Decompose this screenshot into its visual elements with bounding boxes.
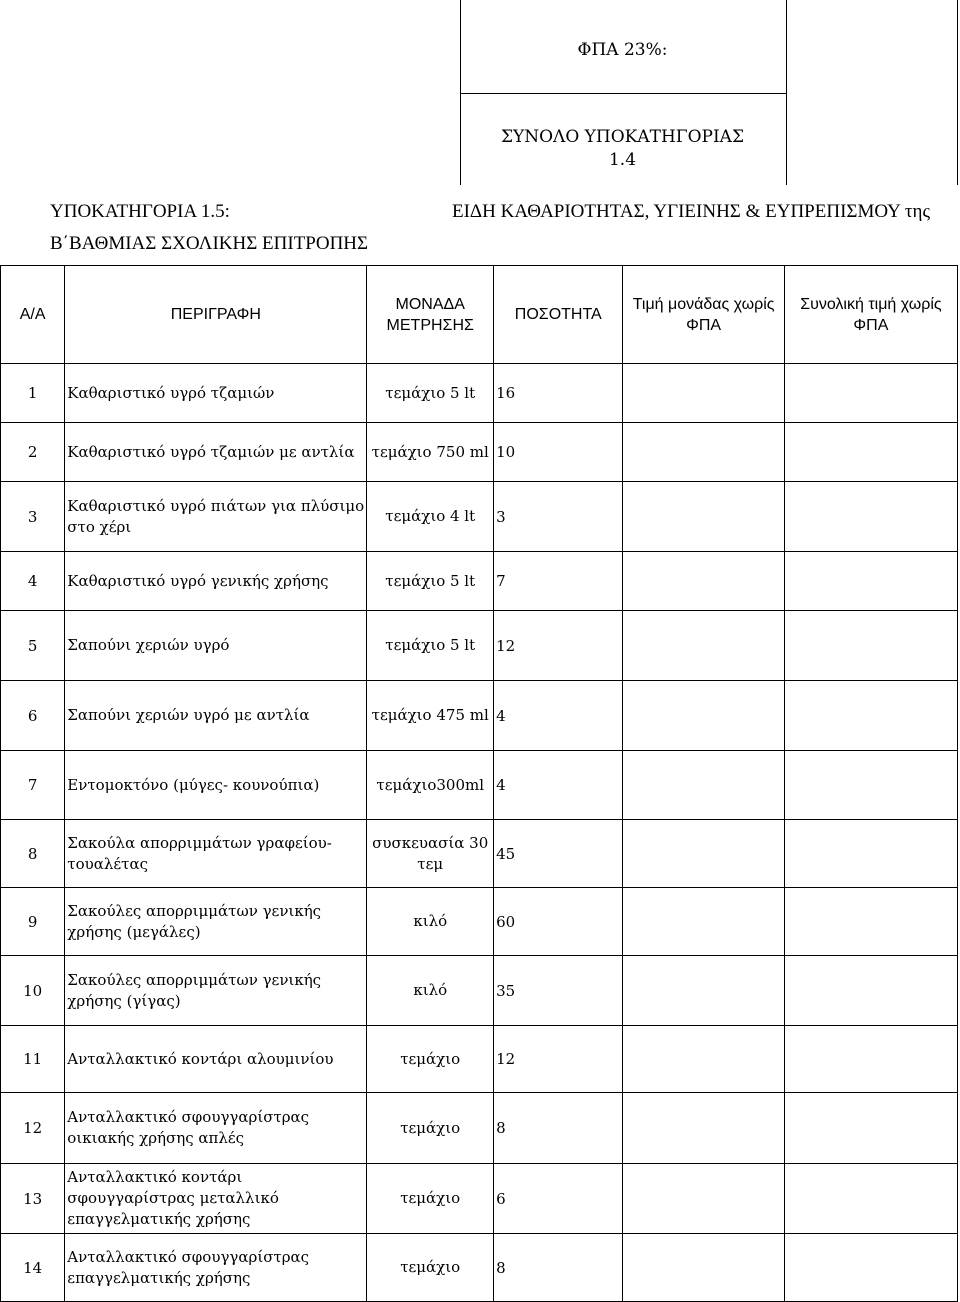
row-total: [784, 1026, 957, 1093]
row-description: Ανταλλακτικό σφουγγαρίστρας επαγγελματικής χρήσης: [65, 1234, 367, 1302]
row-aa: 6: [1, 681, 65, 751]
header-total: Συνολική τιμή χωρίς ΦΠΑ: [784, 266, 957, 364]
row-quantity: 4: [494, 681, 623, 751]
row-aa: 11: [1, 1026, 65, 1093]
row-aa: 9: [1, 888, 65, 956]
row-total: [784, 956, 957, 1026]
table-row: [1, 611, 958, 681]
table-row: [1, 482, 958, 552]
row-unit-price: [623, 364, 784, 423]
row-aa: 8: [1, 820, 65, 888]
row-description: Σαπούνι χεριών υγρό με αντλία: [65, 681, 367, 751]
row-unit: τεμάχιο 5 lt: [367, 552, 494, 611]
row-unit: συσκευασία 30 τεμ: [367, 820, 494, 888]
row-quantity: 3: [494, 482, 623, 552]
table-row: [1, 888, 958, 956]
row-aa: 10: [1, 956, 65, 1026]
row-unit: τεμάχιο 4 lt: [367, 482, 494, 552]
row-total: [784, 888, 957, 956]
row-description: Σακούλες απορριμμάτων γενικής χρήσης (γίγας): [65, 956, 367, 1026]
row-unit-price: [623, 956, 784, 1026]
table-row: [1, 552, 958, 611]
row-quantity: 12: [494, 611, 623, 681]
row-quantity: 8: [494, 1234, 623, 1302]
subcategory-code: ΥΠΟΚΑΤΗΓΟΡΙΑ 1.5:: [50, 201, 230, 222]
row-quantity: 16: [494, 364, 623, 423]
table-row: [1, 423, 958, 482]
row-description: Ανταλλακτικό κοντάρι σφουγγαρίστρας μεταλλικό επαγγελματικής χρήσης: [65, 1164, 367, 1234]
table-row: [1, 1093, 958, 1164]
row-unit-price: [623, 611, 784, 681]
row-total: [784, 820, 957, 888]
row-description: Καθαριστικό υγρό γενικής χρήσης: [65, 552, 367, 611]
summary-value-column: [785, 0, 958, 185]
row-aa: 2: [1, 423, 65, 482]
header-aa: Α/Α: [1, 266, 65, 364]
vat-label: ΦΠΑ 23%:: [577, 40, 668, 60]
row-aa: 7: [1, 751, 65, 820]
header-quantity: ΠΟΣΟΤΗΤΑ: [494, 266, 623, 364]
row-unit-price: [623, 552, 784, 611]
row-quantity: 8: [494, 1093, 623, 1164]
row-unit-price: [623, 1093, 784, 1164]
row-unit-price: [623, 820, 784, 888]
row-unit-price: [623, 482, 784, 552]
row-aa: 3: [1, 482, 65, 552]
row-unit-price: [623, 423, 784, 482]
row-total: [784, 681, 957, 751]
row-quantity: 6: [494, 1164, 623, 1234]
row-unit: τεμάχιο: [367, 1093, 494, 1164]
row-description: Σακούλα απορριμμάτων γραφείου- τουαλέτας: [65, 820, 367, 888]
row-total: [784, 1234, 957, 1302]
header-unit-price: Τιμή μονάδας χωρίς ΦΠΑ: [623, 266, 784, 364]
row-quantity: 10: [494, 423, 623, 482]
subcategory-title: ΕΙΔΗ ΚΑΘΑΡΙΟΤΗΤΑΣ, ΥΓΙΕΙΝΗΣ & ΕΥΠΡΕΠΙΣΜΟΥ της: [451, 201, 930, 222]
row-description: Ανταλλακτικό σφουγγαρίστρας οικιακής χρήσης απλές: [65, 1093, 367, 1164]
row-description: Σακούλες απορριμμάτων γενικής χρήσης (μεγάλες): [65, 888, 367, 956]
table-row: [1, 1234, 958, 1302]
subcategory-title-line2: Β΄ΒΑΘΜΙΑΣ ΣΧΟΛΙΚΗΣ ΕΠΙΤΡΟΠΗΣ: [50, 233, 369, 254]
header-unit: ΜΟΝΑΔΑ ΜΕΤΡΗΣΗΣ: [367, 266, 494, 364]
subcategory-total-line1: ΣΥΝΟΛΟ ΥΠΟΚΑΤΗΓΟΡΙΑΣ: [501, 127, 744, 147]
row-total: [784, 364, 957, 423]
row-aa: 14: [1, 1234, 65, 1302]
row-total: [784, 1093, 957, 1164]
row-unit-price: [623, 1164, 784, 1234]
row-description: Καθαριστικό υγρό πιάτων για πλύσιμο στο χέρι: [65, 482, 367, 552]
row-total: [784, 1164, 957, 1234]
row-aa: 5: [1, 611, 65, 681]
table-row: [1, 820, 958, 888]
subcategory-total-label: [460, 126, 785, 172]
table-row: [1, 956, 958, 1026]
row-unit: τεμάχιο: [367, 1026, 494, 1093]
table-row: [1, 364, 958, 423]
row-unit-price: [623, 751, 784, 820]
row-quantity: 4: [494, 751, 623, 820]
subcategory-heading: [50, 196, 930, 260]
row-unit-price: [623, 888, 784, 956]
row-unit: τεμάχιο: [367, 1234, 494, 1302]
row-description: Σαπούνι χεριών υγρό: [65, 611, 367, 681]
row-total: [784, 611, 957, 681]
table-row: [1, 1026, 958, 1093]
header-description: ΠΕΡΙΓΡΑΦΗ: [65, 266, 367, 364]
row-unit: τεμάχιο 5 lt: [367, 611, 494, 681]
row-quantity: 35: [494, 956, 623, 1026]
table-row: [1, 1164, 958, 1234]
table-row: [1, 751, 958, 820]
row-aa: 4: [1, 552, 65, 611]
row-aa: 13: [1, 1164, 65, 1234]
row-unit: τεμάχιο 475 ml: [367, 681, 494, 751]
row-description: Εντομοκτόνο (μύγες- κουνούπια): [65, 751, 367, 820]
table-header-row: [1, 266, 958, 364]
row-description: Καθαριστικό υγρό τζαμιών: [65, 364, 367, 423]
row-quantity: 12: [494, 1026, 623, 1093]
row-aa: 12: [1, 1093, 65, 1164]
row-unit: τεμάχιο 750 ml: [367, 423, 494, 482]
row-total: [784, 552, 957, 611]
items-table: [0, 265, 958, 1302]
row-unit: τεμάχιο300ml: [367, 751, 494, 820]
row-quantity: 45: [494, 820, 623, 888]
row-unit-price: [623, 1234, 784, 1302]
row-aa: 1: [1, 364, 65, 423]
row-quantity: 60: [494, 888, 623, 956]
row-unit-price: [623, 1026, 784, 1093]
table-row: [1, 681, 958, 751]
row-description: Καθαριστικό υγρό τζαμιών με αντλία: [65, 423, 367, 482]
row-description: Ανταλλακτικό κοντάρι αλουμινίου: [65, 1026, 367, 1093]
row-unit: τεμάχιο 5 lt: [367, 364, 494, 423]
row-unit: κιλό: [367, 956, 494, 1026]
subcategory-total-line2: 1.4: [608, 150, 637, 170]
row-unit-price: [623, 681, 784, 751]
row-quantity: 7: [494, 552, 623, 611]
row-total: [784, 751, 957, 820]
row-total: [784, 423, 957, 482]
row-unit: κιλό: [367, 888, 494, 956]
row-total: [784, 482, 957, 552]
row-unit: τεμάχιο: [367, 1164, 494, 1234]
